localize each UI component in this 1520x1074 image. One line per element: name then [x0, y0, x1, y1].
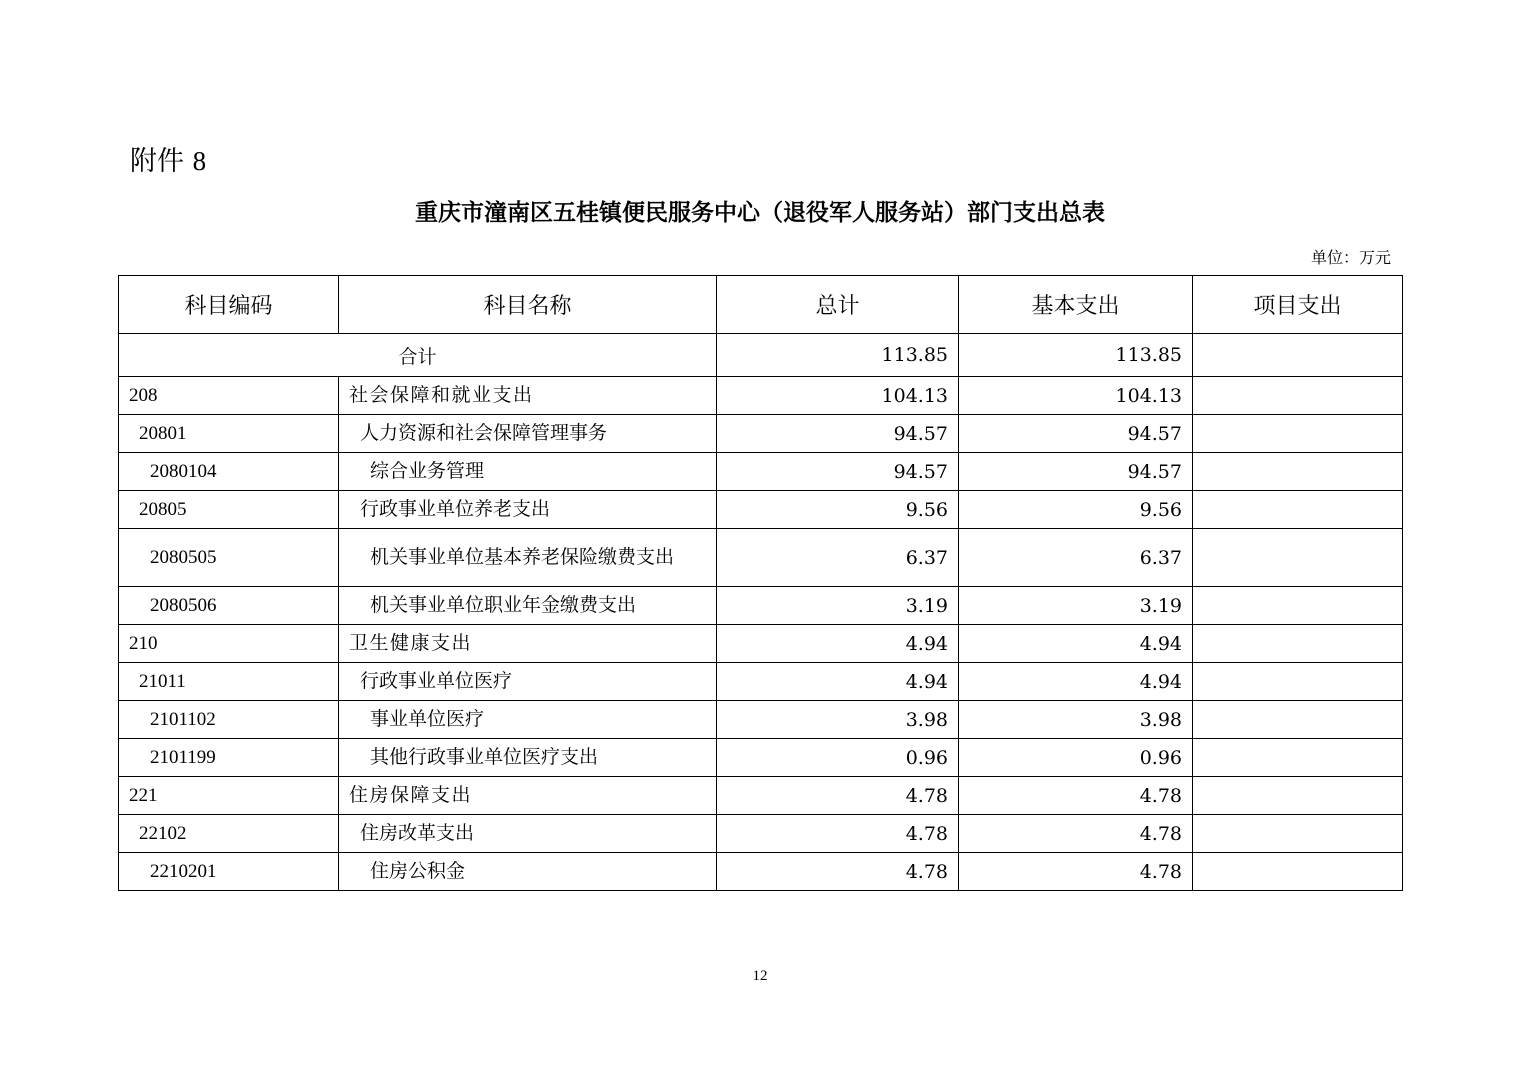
row-total: 4.78 — [717, 815, 959, 853]
row-name: 人力资源和社会保障管理事务 — [339, 415, 717, 453]
row-code: 221 — [119, 777, 339, 815]
document-title: 重庆市潼南区五桂镇便民服务中心（退役军人服务站）部门支出总表 — [415, 200, 1105, 226]
row-basic: 4.78 — [959, 815, 1193, 853]
table-row — [119, 853, 1403, 891]
row-total: 9.56 — [717, 491, 959, 529]
header-project: 项目支出 — [1193, 276, 1403, 334]
row-code: 20801 — [119, 415, 339, 453]
row-project — [1193, 491, 1403, 529]
row-basic: 94.57 — [959, 453, 1193, 491]
row-project — [1193, 415, 1403, 453]
row-name: 综合业务管理 — [339, 453, 717, 491]
table-row — [119, 529, 1403, 587]
row-basic: 4.94 — [959, 625, 1193, 663]
row-basic: 94.57 — [959, 415, 1193, 453]
table-row — [119, 415, 1403, 453]
row-name: 行政事业单位养老支出 — [339, 491, 717, 529]
total-project — [1193, 334, 1403, 377]
row-project — [1193, 739, 1403, 777]
row-total: 4.94 — [717, 625, 959, 663]
table-row — [119, 453, 1403, 491]
row-total: 3.98 — [717, 701, 959, 739]
row-code: 2080506 — [119, 587, 339, 625]
row-project — [1193, 587, 1403, 625]
row-total: 94.57 — [717, 453, 959, 491]
row-basic: 4.94 — [959, 663, 1193, 701]
row-basic: 4.78 — [959, 853, 1193, 891]
row-code: 2080505 — [119, 529, 339, 587]
row-name: 机关事业单位基本养老保险缴费支出 — [339, 529, 717, 587]
row-name: 住房公积金 — [339, 853, 717, 891]
row-name: 卫生健康支出 — [339, 625, 717, 663]
row-project — [1193, 453, 1403, 491]
row-name: 住房保障支出 — [339, 777, 717, 815]
row-name: 社会保障和就业支出 — [339, 377, 717, 415]
table-header-row — [119, 276, 1403, 334]
total-basic: 113.85 — [959, 334, 1193, 377]
row-code: 2101102 — [119, 701, 339, 739]
row-name: 住房改革支出 — [339, 815, 717, 853]
table-row — [119, 777, 1403, 815]
table-row — [119, 815, 1403, 853]
row-code: 2101199 — [119, 739, 339, 777]
attachment-text: 附件 — [130, 146, 184, 177]
row-total: 4.78 — [717, 777, 959, 815]
row-total: 6.37 — [717, 529, 959, 587]
table-row — [119, 625, 1403, 663]
row-code: 20805 — [119, 491, 339, 529]
row-code: 210 — [119, 625, 339, 663]
row-code: 22102 — [119, 815, 339, 853]
row-code: 208 — [119, 377, 339, 415]
row-project — [1193, 663, 1403, 701]
header-code: 科目编码 — [119, 276, 339, 334]
row-total: 4.78 — [717, 853, 959, 891]
row-project — [1193, 625, 1403, 663]
table-row — [119, 491, 1403, 529]
row-code: 2080104 — [119, 453, 339, 491]
row-basic: 6.37 — [959, 529, 1193, 587]
table-row — [119, 663, 1403, 701]
total-total: 113.85 — [717, 334, 959, 377]
table-row — [119, 739, 1403, 777]
row-basic: 3.98 — [959, 701, 1193, 739]
header-basic: 基本支出 — [959, 276, 1193, 334]
row-total: 0.96 — [717, 739, 959, 777]
attachment-label — [130, 143, 206, 180]
row-basic: 9.56 — [959, 491, 1193, 529]
table-row — [119, 377, 1403, 415]
total-row — [119, 334, 1403, 377]
row-project — [1193, 853, 1403, 891]
row-total: 94.57 — [717, 415, 959, 453]
header-total: 总计 — [717, 276, 959, 334]
table-row — [119, 701, 1403, 739]
row-name: 事业单位医疗 — [339, 701, 717, 739]
row-total: 3.19 — [717, 587, 959, 625]
page-number: 12 — [752, 968, 768, 984]
expenditure-table — [118, 275, 1403, 891]
row-code: 2210201 — [119, 853, 339, 891]
row-project — [1193, 701, 1403, 739]
attachment-number: 8 — [192, 146, 207, 176]
row-project — [1193, 377, 1403, 415]
row-name: 其他行政事业单位医疗支出 — [339, 739, 717, 777]
row-basic: 0.96 — [959, 739, 1193, 777]
total-label: 合计 — [119, 334, 717, 377]
row-name: 行政事业单位医疗 — [339, 663, 717, 701]
row-basic: 4.78 — [959, 777, 1193, 815]
row-code: 21011 — [119, 663, 339, 701]
unit-label: 单位：万元 — [1310, 248, 1391, 267]
row-project — [1193, 777, 1403, 815]
row-basic: 104.13 — [959, 377, 1193, 415]
row-project — [1193, 815, 1403, 853]
table-row — [119, 587, 1403, 625]
row-basic: 3.19 — [959, 587, 1193, 625]
row-total: 104.13 — [717, 377, 959, 415]
row-total: 4.94 — [717, 663, 959, 701]
header-name: 科目名称 — [339, 276, 717, 334]
row-name: 机关事业单位职业年金缴费支出 — [339, 587, 717, 625]
row-project — [1193, 529, 1403, 587]
